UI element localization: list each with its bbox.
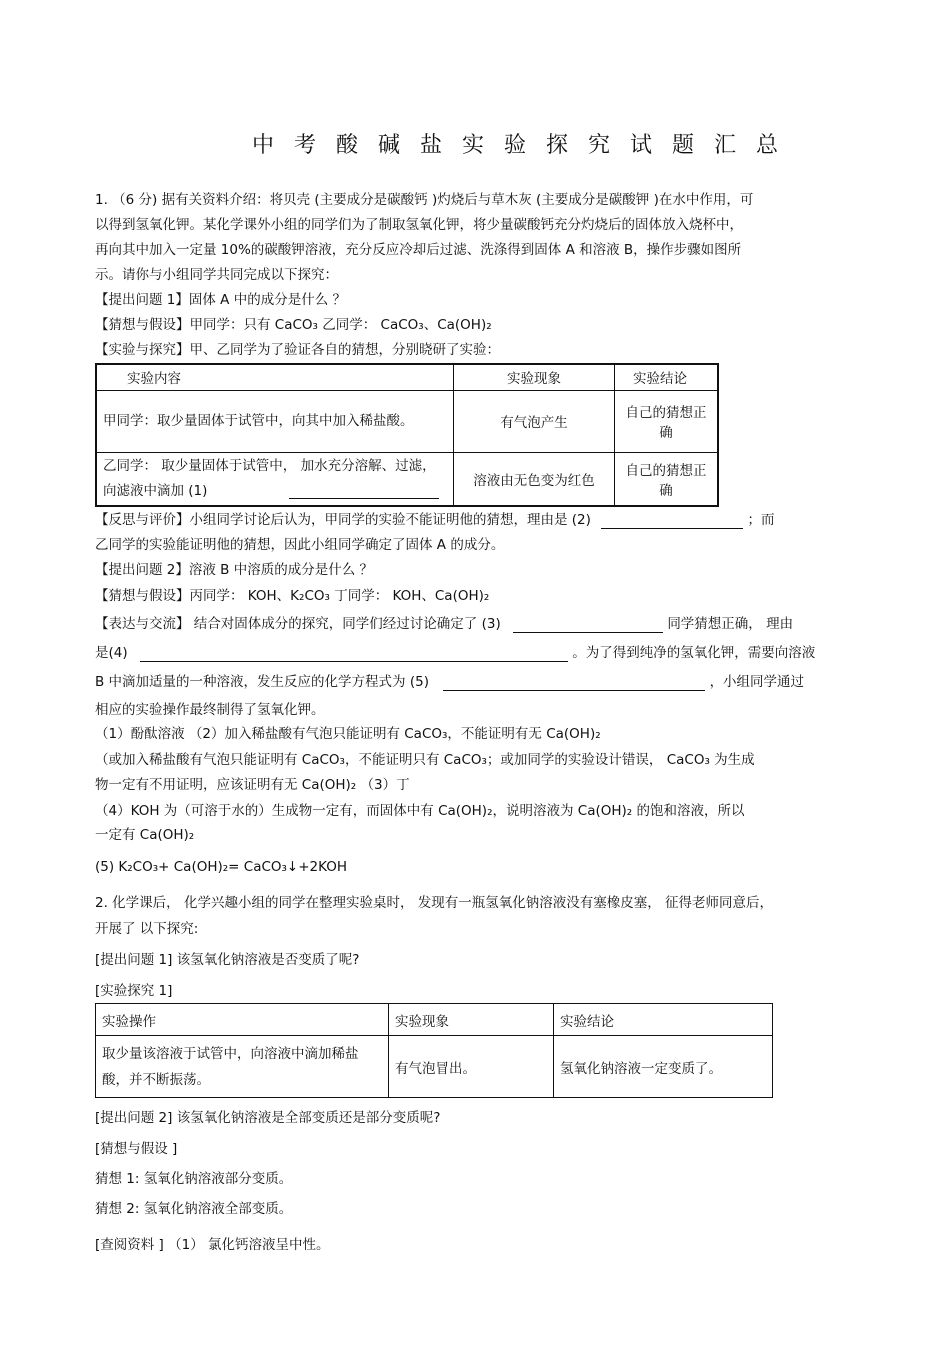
q1-line-5: 【提出问题 1】固体 A 中的成分是什么 ？	[95, 292, 346, 308]
answer-line-1: （1）酚酞溶液 （2）加入稀盐酸有气泡只能证明有 CaCO₃，不能证明有无 Ca(OH)₂	[95, 726, 601, 742]
q1-line-8-tail: ；而	[747, 512, 775, 528]
answer-blank-2[interactable]	[601, 514, 743, 529]
q1-line-14-text: B 中滴加适量的一种溶液，发生反应的化学方程式为 (5)	[95, 674, 429, 690]
table-header: 实验现象	[389, 1004, 554, 1036]
table-cell	[96, 452, 454, 506]
table-cell-text: 乙同学： 取少量固体于试管中， 加水充分溶解、过滤，向滤液中滴加 (1)	[103, 457, 436, 499]
answer-blank-4[interactable]	[140, 647, 568, 662]
answer-blank-5[interactable]	[443, 676, 705, 691]
table-cell: 取少量该溶液于试管中，向溶液中滴加稀盐酸，并不断振荡。	[96, 1036, 389, 1098]
q1-line-14	[95, 673, 804, 691]
answer-line-2: （或加入稀盐酸有气泡只能证明有 CaCO₃，不能证明只有 CaCO₃；或加同学的实验设计错误， CaCO₃ 为生成	[95, 752, 755, 768]
answer-line-4: （4）KOH 为（可溶于水的）生成物一定有，而固体中有 Ca(OH)₂，说明溶液为 Ca(OH)₂ 的饱和溶液，所以	[95, 803, 745, 819]
answer-line-5: 一定有 Ca(OH)₂	[95, 827, 195, 843]
q2-line-5: [提出问题 2] 该氢氧化钠溶液是全部变质还是部分变质呢?	[95, 1110, 441, 1126]
q1-line-9: 乙同学的实验能证明他的猜想，因此小组同学确定了固体 A 的成分。	[95, 537, 505, 553]
q1-experiment-table	[95, 363, 719, 507]
q1-line-12-text: 【表达与交流】 结合对固体成分的探究，同学们经过讨论确定了 (3)	[95, 616, 501, 632]
q2-line-2: 开展了 以下探究:	[95, 921, 199, 937]
q1-line-4: 示。请你与小组同学共同完成以下探究：	[95, 267, 338, 283]
q1-line-12-tail: 同学猜想正确， 理由	[667, 616, 794, 632]
table-cell: 溶液由无色变为红色	[454, 452, 615, 506]
q2-line-3: [提出问题 1] 该氢氧化钠溶液是否变质了呢?	[95, 952, 360, 968]
q2-experiment-table	[95, 1003, 773, 1098]
q1-line-1: 1. （6 分) 据有关资料介绍：将贝壳 (主要成分是碳酸钙 )灼烧后与草木灰 (主要成分是碳酸钾 )在水中作用，可	[95, 192, 754, 208]
q1-line-13	[95, 644, 815, 662]
q1-line-15: 相应的实验操作最终制得了氢氧化钾。	[95, 702, 325, 718]
q1-line-14-tail: ，小组同学通过	[709, 674, 805, 690]
q1-line-8	[95, 511, 775, 529]
q1-line-13-text: 是(4)	[95, 645, 128, 661]
q1-line-7: 【实验与探究】甲、乙同学为了验证各自的猜想，分别晓研了实验：	[95, 342, 500, 358]
table-header: 实验结论	[615, 364, 719, 390]
page-title: 中考酸碱盐实验探究试题汇总	[252, 133, 799, 158]
answer-line-3: 物一定有不用证明，应该证明有无 Ca(OH)₂ （3）丁	[95, 777, 410, 793]
q1-line-2: 以得到氢氧化钾。某化学课外小组的同学们为了制取氢氧化钾，将少量碳酸钙充分灼烧后的固体放入烧杯中，	[95, 217, 743, 233]
q1-line-8-text: 【反思与评价】小组同学讨论后认为，甲同学的实验不能证明他的猜想，理由是 (2)	[95, 512, 591, 528]
q2-line-9: [查阅资料 ] （1） 氯化钙溶液呈中性。	[95, 1237, 330, 1253]
q1-line-11: 【猜想与假设】丙同学： KOH、K₂CO₃ 丁同学： KOH、Ca(OH)₂	[95, 588, 490, 604]
table-header: 实验内容	[96, 364, 454, 390]
table-cell: 自己的猜想正确	[615, 390, 719, 452]
answer-line-6: (5) K₂CO₃+ Ca(OH)₂= CaCO₃↓+2KOH	[95, 859, 348, 875]
q1-line-13-tail: 。为了得到纯净的氢氧化钾，需要向溶液	[572, 645, 816, 661]
q1-line-3: 再向其中加入一定量 10%的碳酸钾溶液，充分反应冷却后过滤、洗涤得到固体 A 和溶液 B，操作步骤如图所	[95, 242, 742, 258]
q1-line-6: 【猜想与假设】甲同学：只有 CaCO₃ 乙同学： CaCO₃、Ca(OH)₂	[95, 317, 492, 333]
table-header: 实验结论	[554, 1004, 773, 1036]
q2-line-1: 2. 化学课后， 化学兴趣小组的同学在整理实验桌时， 发现有一瓶氢氧化钠溶液没有塞橡皮塞， 征得老师同意后，	[95, 895, 774, 911]
table-cell: 自己的猜想正确	[615, 452, 719, 506]
table-cell: 有气泡产生	[454, 390, 615, 452]
answer-blank-3[interactable]	[513, 618, 663, 633]
q2-line-8: 猜想 2: 氢氧化钠溶液全部变质。	[95, 1201, 293, 1217]
table-cell: 有气泡冒出。	[389, 1036, 554, 1098]
q1-line-10: 【提出问题 2】溶液 B 中溶质的成分是什么 ？	[95, 562, 374, 578]
table-cell: 甲同学：取少量固体于试管中，向其中加入稀盐酸。	[96, 390, 454, 452]
table-cell: 氢氧化钠溶液一定变质了。	[554, 1036, 773, 1098]
table-header: 实验现象	[454, 364, 615, 390]
q2-line-6: [猜想与假设 ]	[95, 1141, 178, 1157]
table-header: 实验操作	[96, 1004, 389, 1036]
answer-blank-1[interactable]	[289, 484, 439, 499]
q2-line-4: [实验探究 1]	[95, 983, 173, 999]
q1-line-12	[95, 615, 793, 633]
q2-line-7: 猜想 1: 氢氧化钠溶液部分变质。	[95, 1171, 293, 1187]
